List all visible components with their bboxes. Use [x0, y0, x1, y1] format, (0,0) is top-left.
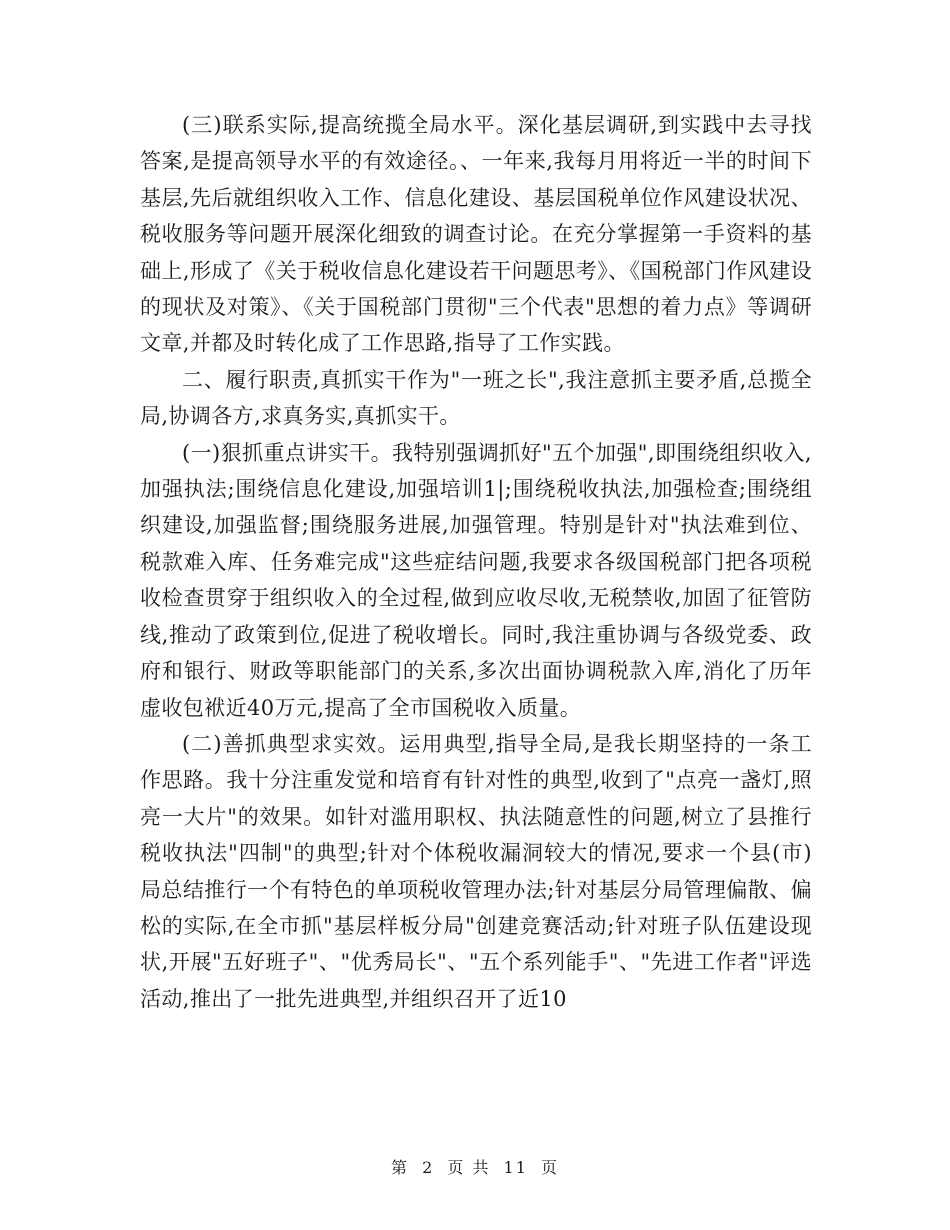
- page-footer: [0, 1155, 950, 1178]
- paragraph-linking-practice: (三)联系实际,提高统揽全局水平。深化基层调研,到实践中去寻找答案,是提高领导水平的有效途径。、一年来,我每月用将近一半的时间下基层,先后就组织收入工作、信息化建设、基层国税单位作风建设状况、税收服务等问题开展深化细致的调查讨论。在充分掌握第一手资料的基础上,形成了《关于税收信息化建设若干问题思考》、《国税部门作风建设的现状及对策》、《关于国税部门贯彻"三个代表"思想的着力点》等调研文章,并都及时转化成了工作思路,指导了工作实践。: [140, 113, 812, 356]
- page-number: 2: [422, 1158, 435, 1177]
- footer-suffix: 页: [541, 1158, 560, 1177]
- footer-prefix: 第: [390, 1158, 409, 1177]
- document-body: [140, 107, 812, 1017]
- paragraph-fulfilling-duties: 二、履行职责,真抓实干作为"一班之长",我注意抓主要矛盾,总揽全局,协调各方,求真务实,真抓实干。: [140, 367, 812, 429]
- page-total: 11: [503, 1158, 528, 1177]
- footer-middle: 页 共: [447, 1158, 491, 1177]
- paragraph-focus-on-key-points: (一)狠抓重点讲实干。我特别强调抓好"五个加强",即围绕组织收入,加强执法;围绕信息化建设,加强培训1|;围绕税收执法,加强检查;围绕组织建设,加强监督;围绕服务进展,加强管理。特别是针对"执法难到位、税款难入库、任务难完成"这些症结问题,我要求各级国税部门把各项税收检查贯穿于组织收入的全过程,做到应收尽收,无税禁收,加固了征管防线,推动了政策到位,促进了税收增长。同时,我注重协调与各级党委、政府和银行、财政等职能部门的关系,多次出面协调税款入库,消化了历年虚收包袱近40万元,提高了全市国税收入质量。: [140, 440, 812, 720]
- paragraph-model-examples: (二)善抓典型求实效。运用典型,指导全局,是我长期坚持的一条工作思路。我十分注重发觉和培育有针对性的典型,收到了"点亮一盏灯,照亮一大片"的效果。如针对滥用职权、执法随意性的问题,树立了县推行税收执法"四制"的典型;针对个体税收漏洞较大的情况,要求一个县(市)局总结推行一个有特色的单项税收管理办法;针对基层分局管理偏散、偏松的实际,在全市抓"基层样板分局"创建竞赛活动;针对班子队伍建设现状,开展"五好班子"、"优秀局长"、"五个系列能手"、"先进工作者"评选活动,推出了一批先进典型,并组织召开了近10: [140, 731, 812, 1011]
